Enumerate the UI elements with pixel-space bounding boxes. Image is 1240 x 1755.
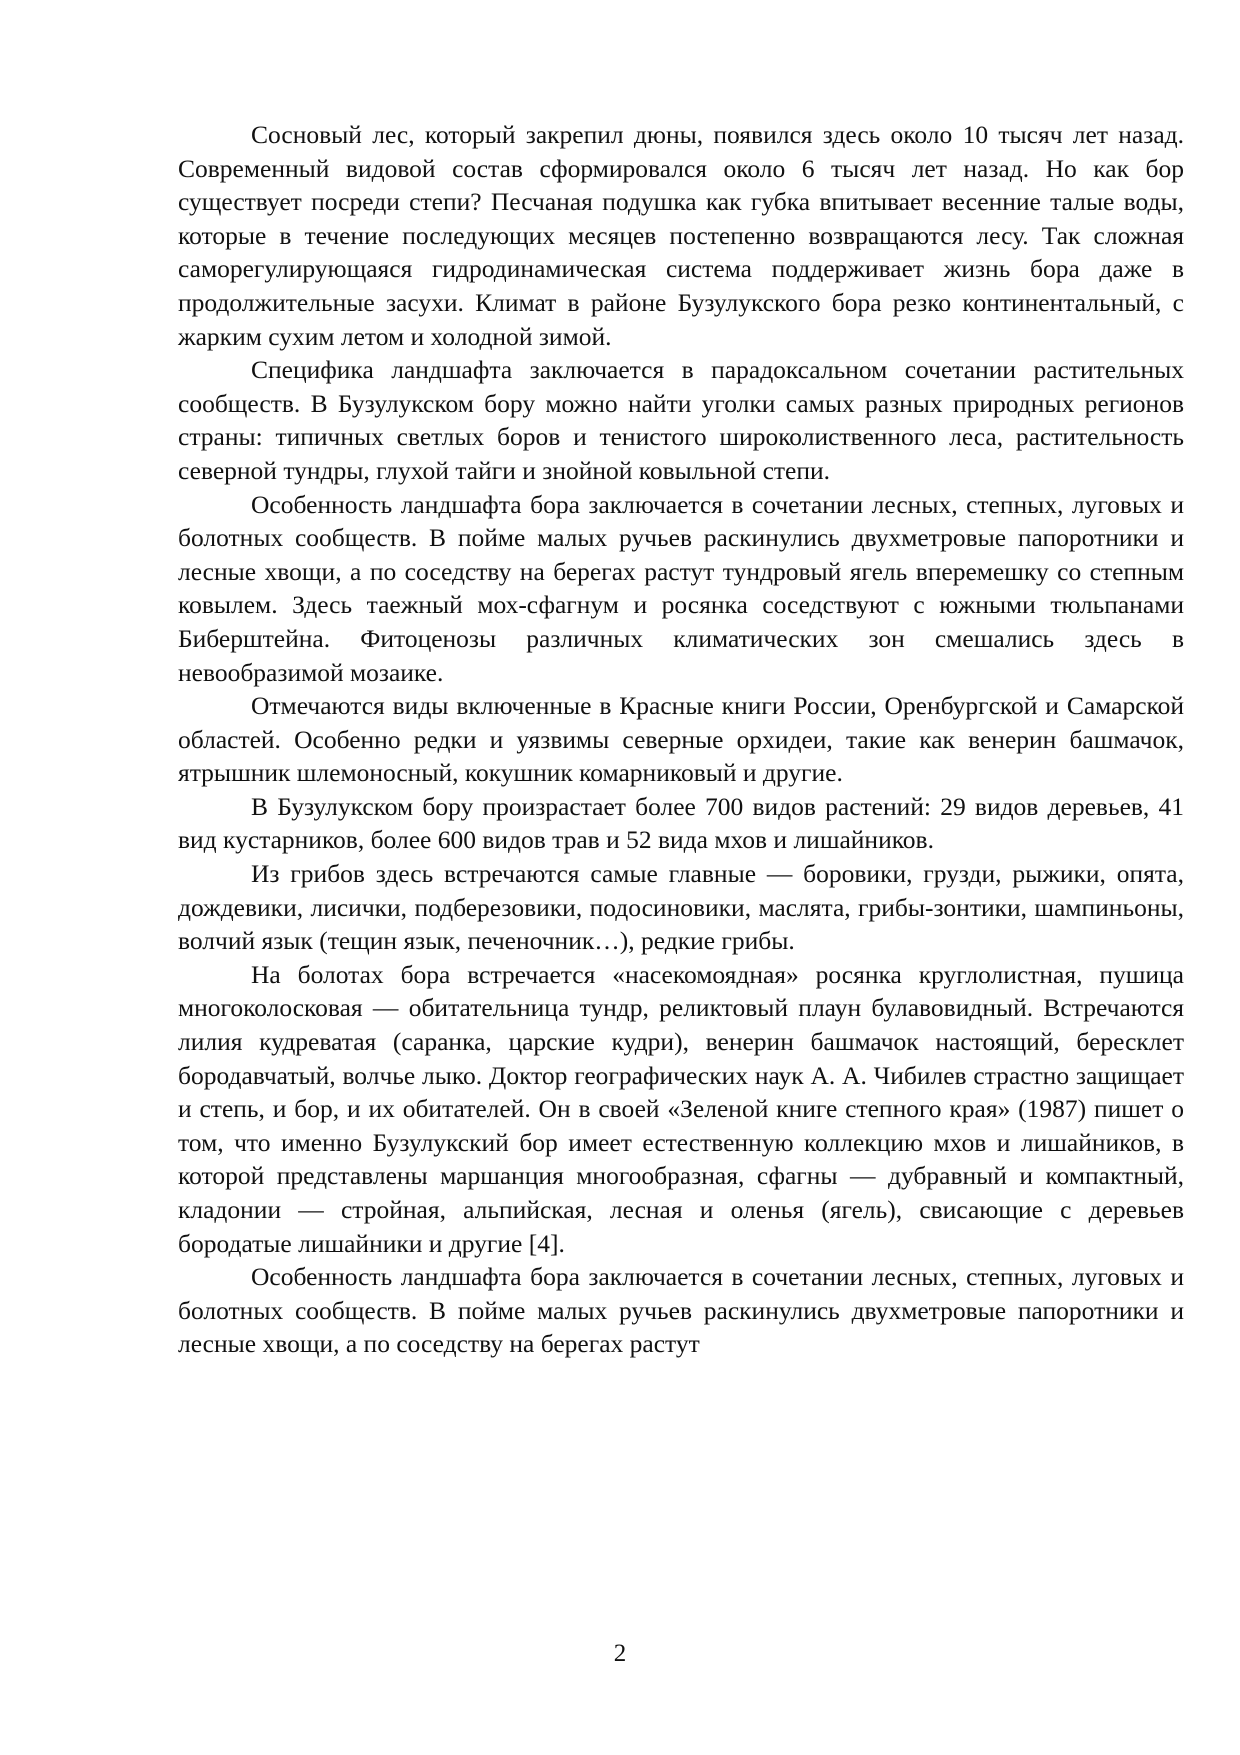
paragraph-red-book-species: Отмечаются виды включенные в Красные книги России, Оренбургской и Самарской областей. Особенно редки и уязвимы северные орхидеи, такие как венерин башмачок, ятрышник шлемоносный, кокушник комарниковый и другие. xyxy=(178,691,1184,788)
paragraph-landscape-features-repeat: Особенность ландшафта бора заключается в сочетании лесных, степных, луговых и болотных сообществ. В пойме малых ручьев раскинулись двухметровые папоротники и лесные хвощи, а по соседству на берегах растут xyxy=(178,1262,1184,1359)
paragraph-plant-species-count: В Бузулукском бору произрастает более 700 видов растений: 29 видов деревьев, 41 вид кустарников, более 600 видов трав и 52 вида мхов и лишайников. xyxy=(178,791,1184,855)
paragraph-landscape-specifics: Специфика ландшафта заключается в парадоксальном сочетании растительных сообществ. В Бузулукском бору можно найти уголки самых разных природных регионов страны: типичных светлых боров и тенистого широколиственного леса, растительность северной тундры, глухой тайги и знойной ковыльной степи. xyxy=(178,355,1184,485)
page-number: 2 xyxy=(613,1640,627,1667)
paragraph-landscape-features: Особенность ландшафта бора заключается в сочетании лесных, степных, луговых и болотных сообществ. В пойме малых ручьев раскинулись двухметровые папоротники и лесные хвощи, а по соседству на берегах растут тундровый ягель вперемешку со степным ковылем. Здесь таежный мох-сфагнум и росянка соседствуют с южными тюльпанами Биберштейна. Фитоценозы различных климатических зон смешались здесь в невообразимой мозаике. xyxy=(178,489,1184,687)
paragraph-mushrooms: Из грибов здесь встречаются самые главные — боровики, грузди, рыжики, опята, дождевики, лисички, подберезовики, подосиновики, маслята, грибы-зонтики, шампиньоны, волчий язык (тещин язык, печеночник…), редкие грибы. xyxy=(178,859,1184,956)
paragraph-swamps: На болотах бора встречается «насекомоядная» росянка круглолистная, пушица многоколосковая — обитательница тундр, реликтовый плаун булавовидный. Встречаются лилия кудреватая (саранка, царские кудри), венерин башмачок настоящий, бересклет бородавчатый, волчье лыко. Доктор географических наук А. А. Чибилев страстно защищает и степь, и бор, и их обитателей. Он в своей «Зеленой книге степного края» (1987) пишет о том, что именно Бузулукский бор имеет естественную коллекцию мхов и лишайников, в которой представлены маршанция многообразная, сфагны — дубравный и компактный, кладонии — стройная, альпийская, лесная и оленья (ягель), свисающие с деревьев бородатые лишайники и другие [4]. xyxy=(178,959,1184,1258)
document-body xyxy=(178,118,1184,1361)
paragraph-dunes-history: Сосновый лес, который закрепил дюны, появился здесь около 10 тысяч лет назад. Современный видовой состав сформировался около 6 тысяч лет назад. Но как бор существует посреди степи? Песчаная подушка как губка впитывает весенние талые воды, которые в течение последующих месяцев постепенно возвращаются лесу. Так сложная саморегулирующаяся гидродинамическая система поддерживает жизнь бора даже в продолжительные засухи. Климат в районе Бузулукского бора резко континентальный, с жарким сухим летом и холодной зимой. xyxy=(178,120,1184,351)
